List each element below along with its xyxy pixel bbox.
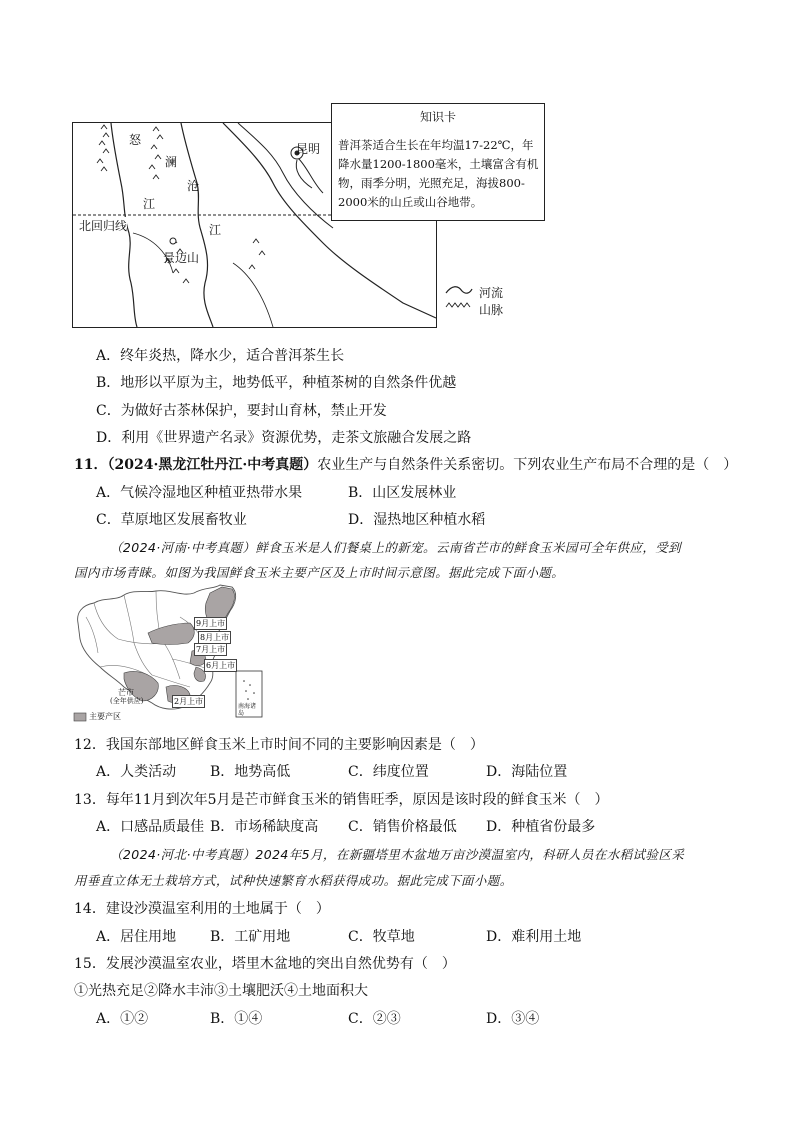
label-main-region: 主要产区 (89, 712, 121, 721)
q13-option-a: A．口感品质最佳 (96, 819, 205, 835)
legend-symbols (444, 283, 474, 313)
label-nu: 怒 (129, 133, 142, 147)
river-small-2 (233, 263, 273, 327)
knowledge-card-title: 知识卡 (419, 110, 456, 124)
q13-stem: 13．每年11月到次年5月是芒市鲜食玉米的销售旺季，原因是该时段的鲜食玉米（ ） (74, 792, 609, 808)
q14-stem: 14．建设沙漠温室利用的土地属于（ ） (74, 901, 330, 917)
intro-henan-line2: 国内市场青睐。如图为我国鲜食玉米主要产区及上市时间示意图。据此完成下面小题。 (74, 565, 565, 580)
q10-option-c: C．为做好古茶林保护，要封山育林，禁止开发 (96, 403, 387, 419)
label-6-month: 6月上市 (206, 661, 236, 670)
q11-stem (74, 454, 737, 474)
label-8-month: 8月上市 (200, 633, 230, 642)
label-jiang-2: 江 (209, 223, 222, 237)
label-jingmai: 景迈山 (163, 251, 200, 265)
label-9-month: 9月上市 (196, 619, 226, 628)
label-kunming: 昆明 (296, 142, 321, 156)
q15-stem: 15．发展沙漠温室农业，塔里木盆地的突出自然优势有（ ） (74, 956, 456, 972)
q15-choices: ①光热充足②降水丰沛③土壤肥沃④土地面积大 (74, 983, 368, 999)
knowledge-card (331, 103, 545, 221)
q12-option-c: C．纬度位置 (348, 764, 429, 780)
q11-option-b: B．山区发展林业 (348, 485, 457, 501)
legend-mountain: 山脉 (479, 303, 504, 317)
label-2-month: 2月上市 (174, 697, 204, 706)
q13-option-d: D．种植省份最多 (486, 819, 596, 835)
label-cang: 沧 (187, 179, 200, 193)
label-lan: 澜 (165, 155, 178, 169)
legend-river: 河流 (479, 286, 504, 300)
q11-text: 农业生产与自然条件关系密切。下列农业生产布局不合理的是（ ） (317, 457, 738, 473)
q15-option-a: A．①② (96, 1011, 149, 1027)
q11-number: 11． (74, 457, 108, 473)
q11-option-c: C．草原地区发展畜牧业 (96, 512, 247, 528)
intro-hebei-line1: （2024·河北·中考真题）2024年5月，在新疆塔里木盆地万亩沙漠温室内，科研人员在水稻试验区采 (110, 847, 685, 862)
q10-option-d: D．利用《世界遗产名录》资源优势，走茶文旅融合发展之路 (96, 430, 472, 446)
label-jiang-1: 江 (143, 197, 156, 211)
china-corn-map (72, 583, 268, 724)
label-tropic: 北回归线 (79, 219, 128, 233)
q12-stem: 12．我国东部地区鲜食玉米上市时间不同的主要影响因素是（ ） (74, 737, 484, 753)
label-mangshi: 芒市 (118, 688, 134, 697)
q15-option-d: D．③④ (486, 1011, 540, 1027)
q11-option-d: D．湿热地区种植水稻 (348, 512, 486, 528)
q15-option-b: B．①④ (210, 1011, 263, 1027)
q11-option-a: A．气候冷湿地区种植亚热带水果 (96, 485, 303, 501)
q11-source: （2024·黑龙江牡丹江·中考真题） (107, 457, 318, 473)
intro-henan-line1: （2024·河南·中考真题）鲜食玉米是人们餐桌上的新宠。云南省芒市的鲜食玉米园可全年供应，受到 (110, 540, 682, 555)
q12-option-b: B．地势高低 (210, 764, 291, 780)
q14-option-b: B．工矿用地 (210, 929, 291, 945)
intro-hebei-line2: 用垂直立体无土栽培方式，试种快速繁育水稻获得成功。据此完成下面小题。 (74, 873, 513, 888)
jingmai-point (170, 238, 176, 244)
legend-swatch (74, 713, 86, 721)
river-legend-icon (446, 287, 472, 293)
q14-option-d: D．难利用土地 (486, 929, 582, 945)
q10-option-a: A．终年炎热，降水少，适合普洱茶生长 (96, 348, 345, 364)
q13-option-c: C．销售价格最低 (348, 819, 457, 835)
knowledge-card-body: 普洱茶适合生长在年均温17-22℃，年降水量1200-1800毫米，土壤富含有机物，雨季分明，光照充足，海拔800-2000米的山丘或山谷地带。 (338, 138, 539, 209)
label-nanhai: 南海诸岛 (238, 703, 257, 717)
q15-option-c: C．②③ (348, 1011, 401, 1027)
mountain-legend-icon (446, 303, 470, 307)
label-7-month: 7月上市 (196, 645, 226, 654)
q12-option-d: D．海陆位置 (486, 764, 568, 780)
q12-option-a: A．人类活动 (96, 764, 177, 780)
q14-option-a: A．居住用地 (96, 929, 177, 945)
q13-option-b: B．市场稀缺度高 (210, 819, 319, 835)
q10-option-b: B．地形以平原为主，地势低平，种植茶树的自然条件优越 (96, 375, 457, 391)
q14-option-c: C．牧草地 (348, 929, 415, 945)
label-supply: (全年供应) (110, 697, 144, 705)
